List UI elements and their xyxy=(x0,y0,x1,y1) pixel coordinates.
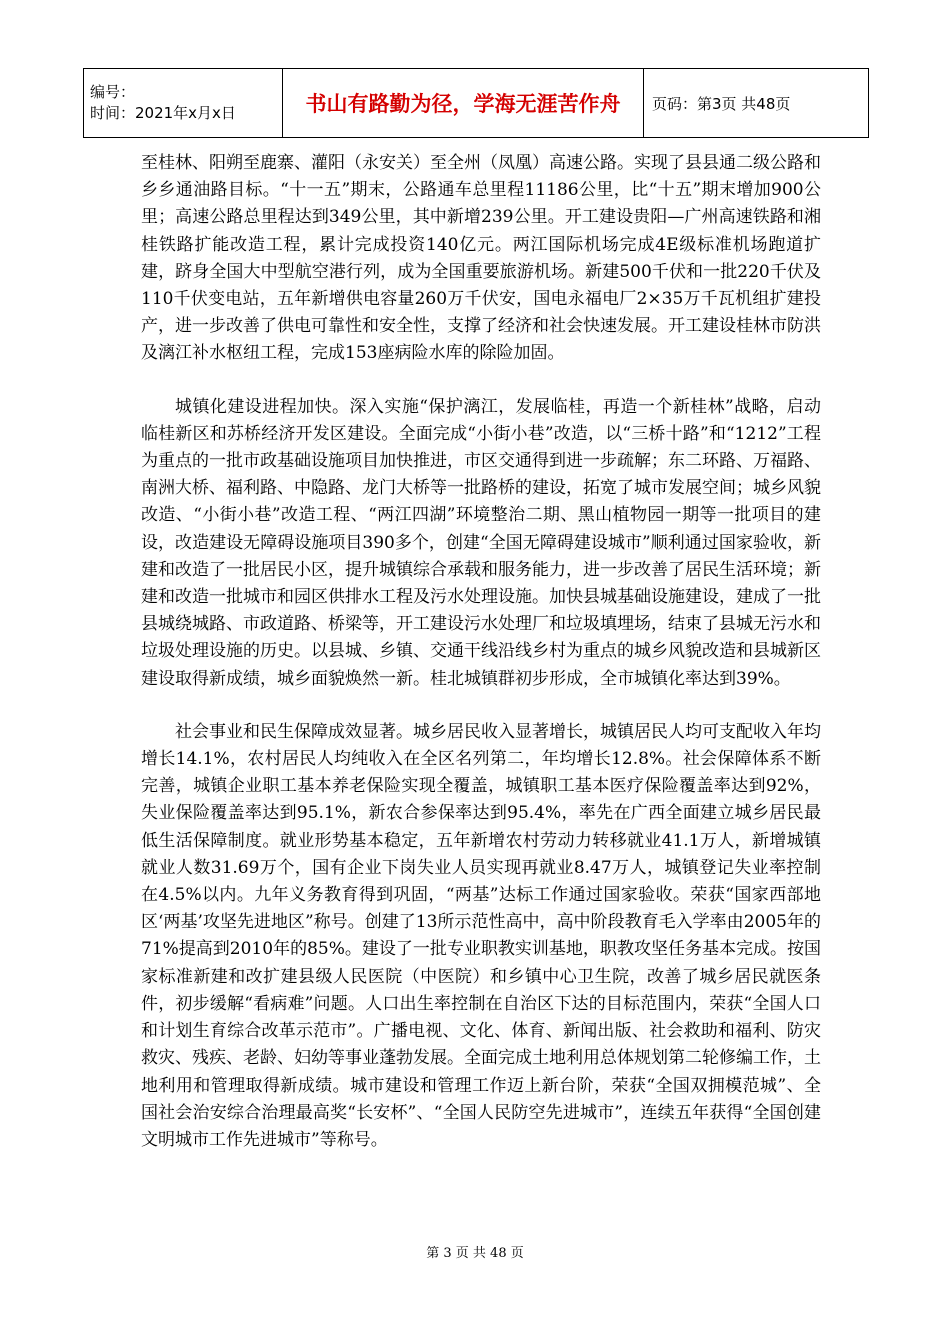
header-motto-cell xyxy=(283,69,644,138)
page-info: 页码：第3页 共48页 xyxy=(652,94,791,113)
page-footer xyxy=(0,1242,950,1261)
paragraph-infrastructure: 至桂林、阳朔至鹿寨、灌阳（永安关）至全州（凤凰）高速公路。实现了县县通二级公路和乡乡通油路目标。“十一五”期末，公路通车总里程11186公里，比“十五”期末增加900公里；高速公路总里程达到349公里，其中新增239公里。开工建设贵阳—广州高速铁路和湘桂铁路扩能改造工程，累计完成投资140亿元。两江国际机场完成4E级标准机场跑道扩建，跻身全国大中型航空港行列，成为全国重要旅游机场。新建500千伏和一批220千伏及110千伏变电站，五年新增供电容量260万千伏安，国电永福电厂2×35万千瓦机组扩建投产，进一步改善了供电可靠性和安全性，支撑了经济和社会快速发展。开工建设桂林市防洪及漓江补水枢纽工程，完成153座病险水库的除险加固。 xyxy=(141,153,821,364)
document-header xyxy=(83,68,869,138)
document-body xyxy=(141,150,821,1180)
document-number: 编号： xyxy=(90,83,136,101)
header-meta-cell xyxy=(84,69,283,138)
paragraph-urbanization: 城镇化建设进程加快。深入实施“保护漓江，发展临桂，再造一个新桂林”战略，启动临桂新区和苏桥经济开发区建设。全面完成“小街小巷”改造，以“三桥十路”和“1212”工程为重点的一批市政基础设施项目加快推进，市区交通得到进一步疏解；东二环路、万福路、南洲大桥、福利路、中隐路、龙门大桥等一批路桥的建设，拓宽了城市发展空间；城乡风貌改造、“小街小巷”改造工程、“两江四湖”环境整治二期、黑山植物园一期等一批项目的建设，改造建设无障碍设施项目390多个，创建“全国无障碍建设城市”顺利通过国家验收，新建和改造了一批居民小区，提升城镇综合承载和服务能力，进一步改善了居民生活环境；新建和改造一批城市和园区供排水工程及污水处理设施。加快县城基础设施建设，建成了一批县城绕城路、市政道路、桥梁等，开工建设污水处理厂和垃圾填埋场，结束了县城无污水和垃圾处理设施的历史。以县城、乡镇、交通干线沿线乡村为重点的城乡风貌改造和县城新区建设取得新成绩，城乡面貌焕然一新。桂北城镇群初步形成，全市城镇化率达到39%。 xyxy=(141,396,821,689)
motto-text: 书山有路勤为径，学海无涯苦作舟 xyxy=(305,92,621,116)
header-page-cell xyxy=(644,69,869,138)
document-time: 时间：2021年x月x日 xyxy=(90,104,236,122)
paragraph-social-welfare: 社会事业和民生保障成效显著。城乡居民收入显著增长，城镇居民人均可支配收入年均增长14.1%，农村居民人均纯收入在全区名列第二，年均增长12.8%。社会保障体系不断完善，城镇企业职工基本养老保险实现全覆盖，城镇职工基本医疗保险覆盖率达到92%，失业保险覆盖率达到95.1%，新农合参保率达到95.4%，率先在广西全面建立城乡居民最低生活保障制度。就业形势基本稳定，五年新增农村劳动力转移就业41.1万人，新增城镇就业人数31.69万个，国有企业下岗失业人员实现再就业8.47万人，城镇登记失业率控制在4.5%以内。九年义务教育得到巩固，“两基”达标工作通过国家验收。荣获“国家西部地区‘两基’攻坚先进地区”称号。创建了13所示范性高中，高中阶段教育毛入学率由2005年的71%提高到2010年的85%。建设了一批专业职教实训基地，职教攻坚任务基本完成。按国家标准新建和改扩建县级人民医院（中医院）和乡镇中心卫生院，改善了城乡居民就医条件，初步缓解“看病难”问题。人口出生率控制在自治区下达的目标范围内，荣获“全国人口和计划生育综合改革示范市”。广播电视、文化、体育、新闻出版、社会救助和福利、防灾救灾、残疾、老龄、妇幼等事业蓬勃发展。全面完成土地利用总体规划第二轮修编工作，土地利用和管理取得新成绩。城市建设和管理工作迈上新台阶，荣获“全国双拥模范城”、全国社会治安综合治理最高奖“长安杯”、“全国人民防空先进城市”，连续五年获得“全国创建文明城市工作先进城市”等称号。 xyxy=(141,721,821,1150)
footer-page-number: 第 3 页 共 48 页 xyxy=(426,1246,524,1261)
